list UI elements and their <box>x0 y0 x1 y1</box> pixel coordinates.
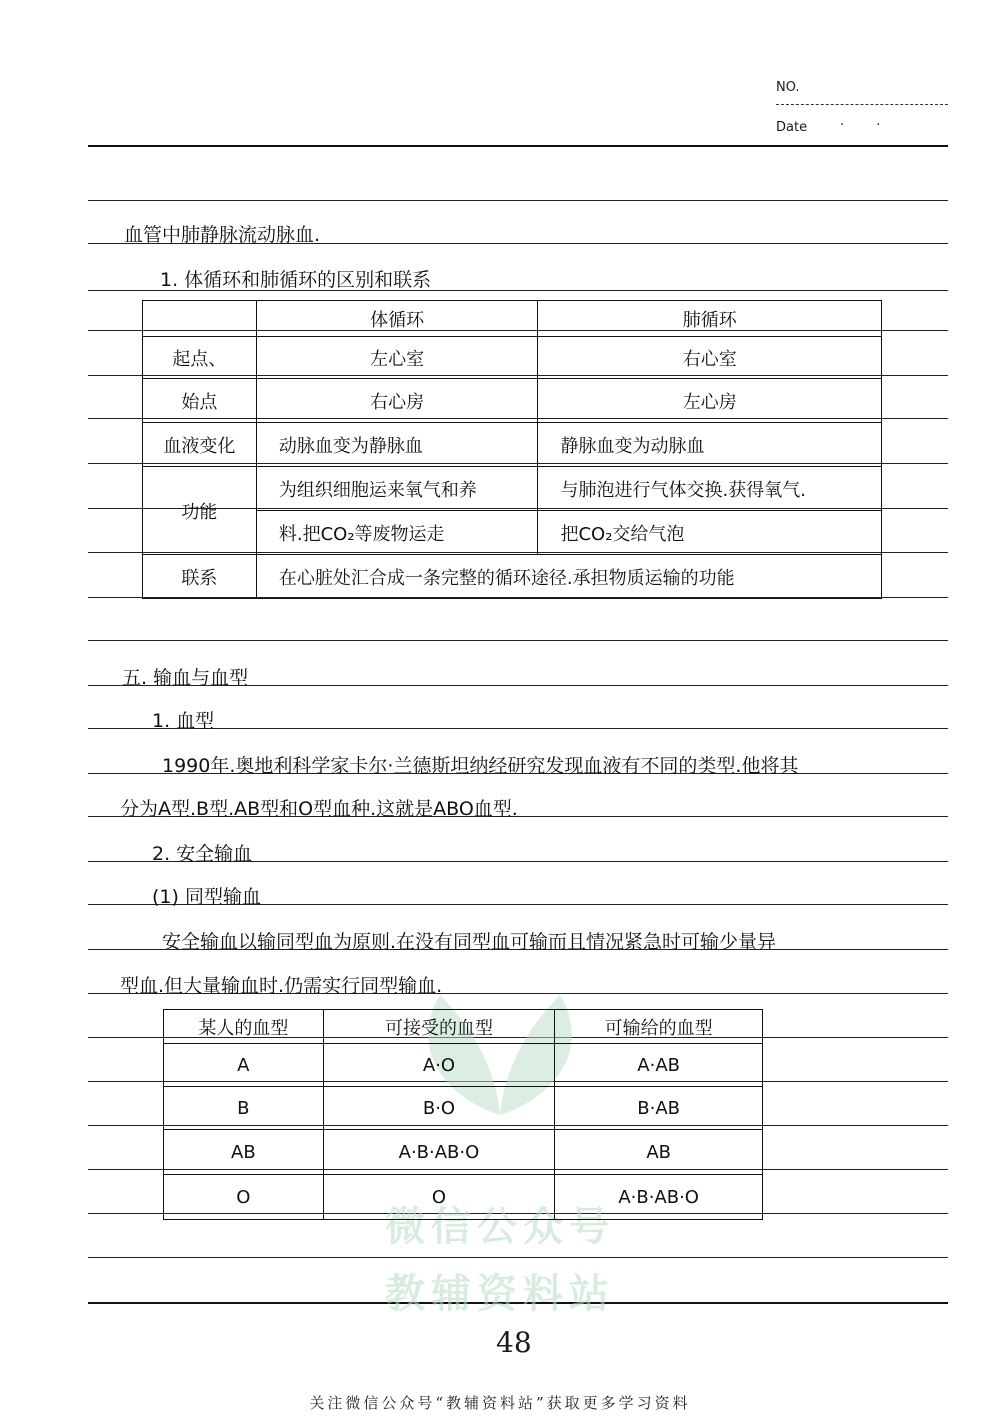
table-row <box>143 423 882 467</box>
subsection-blood-type: 1. 血型 <box>152 710 215 732</box>
table-header-row <box>164 1010 763 1044</box>
ruled-line <box>88 145 948 147</box>
footer-note: 关注微信公众号“教辅资料站”获取更多学习资料 <box>309 1394 691 1412</box>
table-cell: A·B·AB·O <box>555 1175 763 1220</box>
table-cell: 静脉血变为动脉血 <box>538 423 882 467</box>
table-cell: B <box>164 1087 324 1130</box>
row-label: 起点、 <box>143 337 257 379</box>
table-row <box>164 1130 763 1175</box>
row-label: 联系 <box>143 555 257 599</box>
paragraph-line: 安全输血以输同型血为原则.在没有同型血可输而且情况紧急时可输少量异 <box>162 931 777 953</box>
table-cell: 把CO₂交给气泡 <box>538 511 882 555</box>
row-label: 功能 <box>143 467 257 555</box>
table-cell: A·O <box>323 1044 555 1087</box>
table-row <box>143 379 882 423</box>
row-label: 始点 <box>143 379 257 423</box>
table-row <box>143 467 882 511</box>
text-line-top: 血管中肺静脉流动脉血. <box>124 224 321 246</box>
ruled-line <box>88 640 948 641</box>
header-date-label: Date <box>776 120 808 135</box>
table-header-cell: 可接受的血型 <box>323 1010 555 1044</box>
table-header-cell <box>143 301 257 337</box>
header-no-label: NO. <box>776 80 800 95</box>
table-cell: 左心室 <box>256 337 538 379</box>
table-cell: 料.把CO₂等废物运走 <box>256 511 538 555</box>
table-header-row <box>143 301 882 337</box>
circulation-comparison-table <box>142 300 882 599</box>
table-header-cell: 某人的血型 <box>164 1010 324 1044</box>
table-cell: 左心房 <box>538 379 882 423</box>
section-title-circulation: 1. 体循环和肺循环的区别和联系 <box>160 269 432 291</box>
paragraph-line: 型血.但大量输血时.仍需实行同型输血. <box>120 975 443 997</box>
paragraph-line: 分为A型.B型.AB型和O型血种.这就是ABO血型. <box>120 798 518 820</box>
page-number: 48 <box>496 1326 532 1359</box>
header-divider <box>776 104 948 105</box>
watermark-line2: 教辅资料站 <box>385 1271 615 1317</box>
table-cell: 右心室 <box>538 337 882 379</box>
table-cell: 动脉血变为静脉血 <box>256 423 538 467</box>
table-cell: 与肺泡进行气体交换.获得氧气. <box>538 467 882 511</box>
table-cell: B·O <box>323 1087 555 1130</box>
table-cell: A·AB <box>555 1044 763 1087</box>
table-cell: O <box>164 1175 324 1220</box>
table-cell: A·B·AB·O <box>323 1130 555 1175</box>
paragraph-line: 1990年.奥地利科学家卡尔·兰德斯坦纳经研究发现血液有不同的类型.他将其 <box>162 755 799 777</box>
table-row <box>164 1175 763 1220</box>
section-five-title: 五. 输血与血型 <box>122 667 249 689</box>
table-row <box>143 337 882 379</box>
table-cell: A <box>164 1044 324 1087</box>
table-header-cell: 可输给的血型 <box>555 1010 763 1044</box>
ruled-line <box>88 200 948 201</box>
subsection-same-type: (1) 同型输血 <box>152 886 261 908</box>
table-cell: B·AB <box>555 1087 763 1130</box>
table-header-cell: 肺循环 <box>538 301 882 337</box>
ruled-line <box>88 728 948 729</box>
table-row <box>164 1044 763 1087</box>
table-header-cell: 体循环 <box>256 301 538 337</box>
blood-type-table <box>163 1009 763 1220</box>
table-cell: 右心房 <box>256 379 538 423</box>
table-row <box>164 1087 763 1130</box>
watermark-line1: 微信公众号 <box>385 1204 615 1250</box>
table-row <box>143 555 882 599</box>
row-label: 血液变化 <box>143 423 257 467</box>
table-cell: 在心脏处汇合成一条完整的循环途径.承担物质运输的功能 <box>256 555 881 599</box>
table-cell: AB <box>555 1130 763 1175</box>
subsection-safe-transfusion: 2. 安全输血 <box>152 843 253 865</box>
ruled-line <box>88 1257 948 1258</box>
table-cell: O <box>323 1175 555 1220</box>
table-cell: AB <box>164 1130 324 1175</box>
table-cell: 为组织细胞运来氧气和养 <box>256 467 538 511</box>
header-date-dots: · · <box>840 118 895 133</box>
